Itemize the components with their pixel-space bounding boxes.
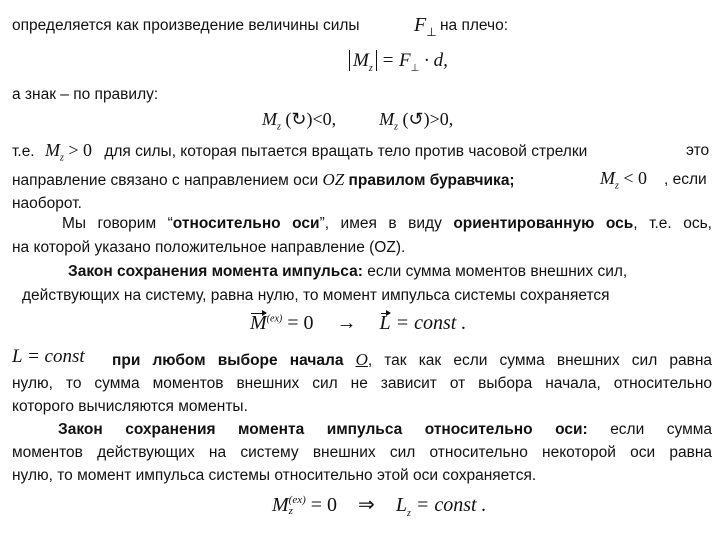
line-1-tail: на плечо: — [440, 17, 509, 34]
f4-rhs: L — [395, 494, 407, 516]
line-8-bold: Закон сохранения момента импульса: — [68, 263, 363, 280]
line-6-bold1: относительно оси — [172, 215, 320, 232]
text-line-4-post: , если — [664, 171, 707, 188]
f2-rrest: (↺)>0, — [402, 109, 454, 129]
text-line-3 — [12, 141, 587, 168]
f3-arrow: → — [336, 312, 357, 334]
text-line-2: а знак – по правилу: — [12, 86, 159, 103]
text-line-9: действующих на систему, равна нулю, то момент импульса системы сохраняется — [22, 287, 610, 304]
f2-lsub: z — [277, 121, 281, 133]
text-line-13 — [58, 420, 712, 439]
text-line-6 — [12, 214, 712, 233]
formula-moment-magnitude — [349, 50, 448, 74]
text-line-14: моментов действующих на систему внешних сил относительно некоторой оси равна — [12, 444, 712, 461]
line-10-bold: при любом выборе начала — [112, 352, 344, 369]
line-8-rest: если сумма моментов внешних сил, — [367, 263, 628, 280]
line-4-pre: направление связано с направлением оси — [12, 172, 319, 189]
line-10-post: , так как если сумма внешних сил равна — [367, 352, 712, 369]
f4-sub: z — [288, 505, 293, 518]
line-4-ineq-group — [600, 168, 647, 192]
line-4-rule: правилом буравчика; — [348, 172, 515, 189]
line-6-mid: ”, имея в виду — [319, 215, 442, 232]
f1-sub: z — [368, 62, 373, 74]
text-line-5: наоборот. — [12, 195, 82, 212]
line-13-bold: Закон сохранения момента импульса относительно оси: — [58, 421, 588, 438]
line-4-isub: z — [615, 180, 619, 192]
formula-sign-rule — [262, 109, 453, 133]
line-10-origin: O — [355, 350, 368, 369]
line-6-bold2: ориентированную ось — [453, 215, 634, 232]
formula-axis-conservation — [272, 492, 487, 519]
f4-rest: = const . — [415, 494, 487, 516]
line-10-expr — [12, 346, 85, 368]
f4-sup: (ex) — [288, 494, 306, 507]
line-3-isub: z — [59, 152, 64, 164]
f3-sup: (ex) — [266, 313, 283, 325]
text-line-12: которого вычисляются моменты. — [12, 398, 248, 415]
f3-rhs: L — [379, 312, 391, 334]
line-3-post: для силы, которая пытается вращать тело против часовой стрелки — [104, 143, 588, 160]
line-3-irest: > 0 — [68, 140, 92, 160]
f2-right: M — [379, 109, 395, 129]
f4-rsub: z — [406, 508, 411, 519]
line-1-text: определяется как произведение величины силы — [12, 17, 360, 34]
text-line-10 — [112, 350, 712, 370]
line-4-irest: < 0 — [623, 168, 648, 188]
f1-lhs: M — [353, 50, 369, 71]
text-line-1 — [12, 16, 360, 35]
text-line-7: на которой указано положительное направление (OZ). — [12, 239, 406, 256]
text-line-1-tail — [440, 16, 508, 35]
line-3-pre: т.е. — [12, 143, 35, 160]
f2-left: M — [262, 109, 277, 129]
text-line-3-end: это — [686, 142, 710, 159]
f4-arrow: ⇒ — [358, 494, 375, 516]
f2-lrest: (↻)<0, — [285, 109, 337, 129]
f4-eq: = 0 — [310, 494, 338, 516]
text-line-4 — [12, 170, 515, 190]
line-13-rest: если сумма — [610, 421, 713, 438]
f3-lhs: M — [250, 312, 267, 334]
line-6-pre: Мы говорим “ — [62, 215, 173, 232]
f4-lhs: M — [272, 494, 289, 516]
line-3-ineq: M — [44, 140, 60, 160]
line-4-axis: OZ — [322, 170, 345, 189]
line-4-ineq: M — [600, 168, 615, 188]
f1-perp: ⊥ — [410, 62, 420, 74]
f1-eq: = F — [381, 50, 411, 71]
text-line-8 — [68, 262, 627, 281]
formula-conservation — [250, 312, 466, 335]
f1-dot: · d, — [424, 50, 448, 71]
line-6-post: , т.е. ось, — [633, 215, 712, 232]
text-line-11: нулю, то сумма моментов внешних сил не зависит от выбора начала, относительно — [12, 375, 712, 392]
f3-eq: = 0 — [287, 312, 314, 334]
f2-rsub: z — [394, 121, 399, 133]
line-10-expr-text: L = const — [12, 346, 85, 367]
f3-rest: = const . — [395, 312, 467, 334]
text-line-15: нулю, то момент импульса системы относительно этой оси сохраняется. — [12, 467, 537, 484]
force-perp-symbol: $F_\perp$ — [414, 14, 437, 39]
